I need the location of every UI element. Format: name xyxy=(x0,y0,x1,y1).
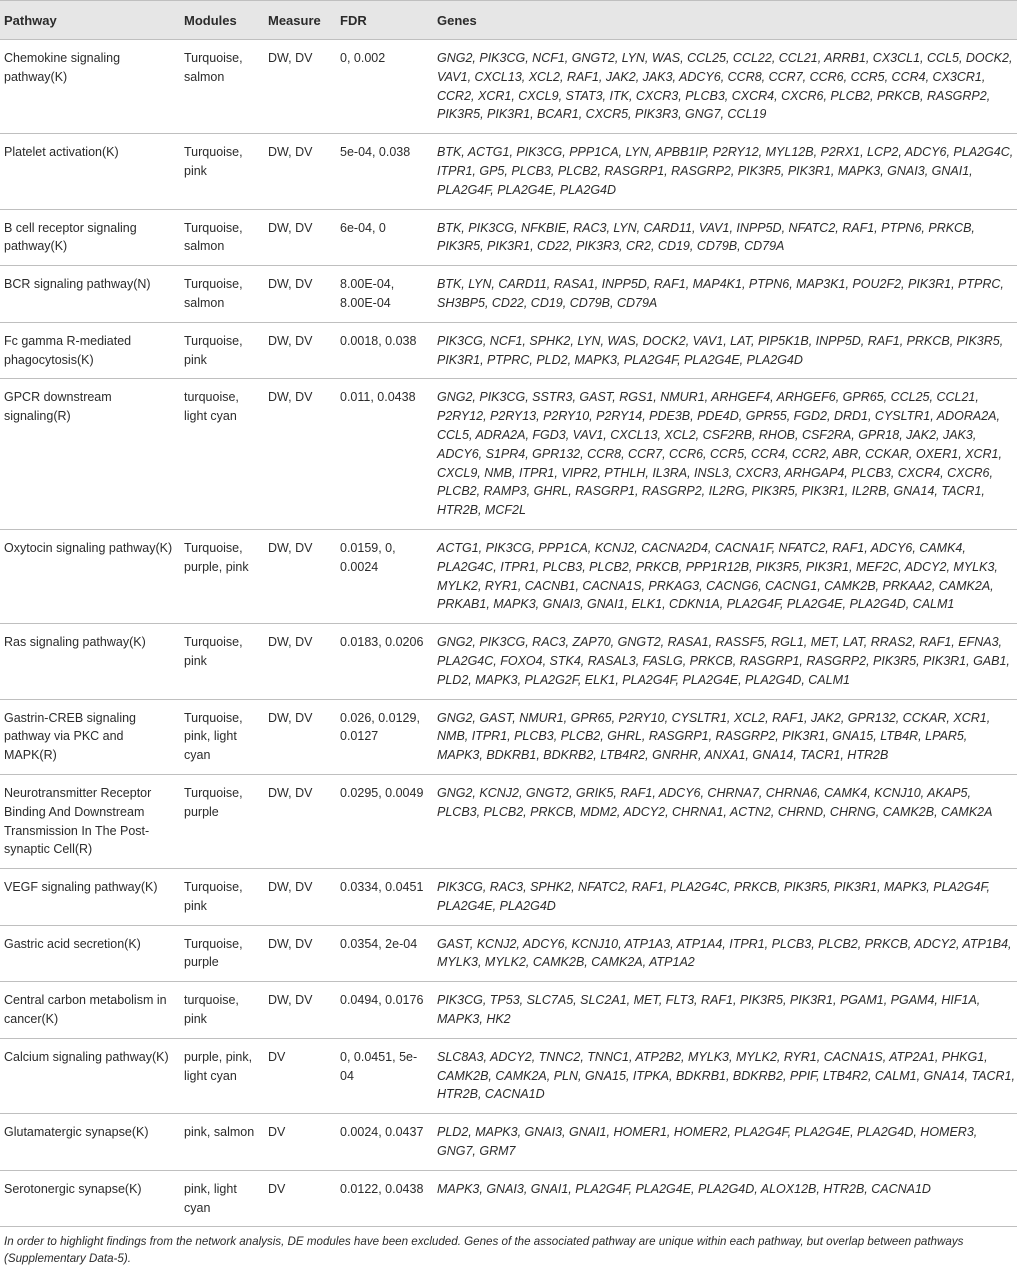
cell-fdr: 0.0018, 0.038 xyxy=(336,322,433,379)
cell-fdr: 0.0494, 0.0176 xyxy=(336,982,433,1039)
cell-genes: GAST, KCNJ2, ADCY6, KCNJ10, ATP1A3, ATP1A4, ITPR1, PLCB3, PLCB2, PRKCB, ADCY2, ATP1B4, MYLK3, MYLK2, CAMK2B, CAMK2A, ATP1A2 xyxy=(433,925,1017,982)
cell-modules: Turquoise, purple xyxy=(180,925,264,982)
cell-genes: MAPK3, GNAI3, GNAI1, PLA2G4F, PLA2G4E, PLA2G4D, ALOX12B, HTR2B, CACNA1D xyxy=(433,1170,1017,1227)
cell-genes: BTK, LYN, CARD11, RASA1, INPP5D, RAF1, MAP4K1, PTPN6, MAP3K1, POU2F2, PIK3R1, PTPRC, SH3BP5, CD22, CD19, CD79B, CD79A xyxy=(433,266,1017,323)
cell-fdr: 0, 0.0451, 5e-04 xyxy=(336,1038,433,1113)
cell-measure: DW, DV xyxy=(264,699,336,774)
cell-fdr: 0.0295, 0.0049 xyxy=(336,774,433,868)
cell-measure: DW, DV xyxy=(264,134,336,209)
table-row xyxy=(0,322,1017,379)
cell-modules: Turquoise, pink xyxy=(180,322,264,379)
cell-modules: purple, pink, light cyan xyxy=(180,1038,264,1113)
header-measure: Measure xyxy=(264,1,336,40)
cell-modules: Turquoise, purple, pink xyxy=(180,529,264,623)
cell-genes: PLD2, MAPK3, GNAI3, GNAI1, HOMER1, HOMER2, PLA2G4F, PLA2G4E, PLA2G4D, HOMER3, GNG7, GRM7 xyxy=(433,1114,1017,1171)
cell-pathway: Fc gamma R-mediated phagocytosis(K) xyxy=(0,322,180,379)
cell-genes: SLC8A3, ADCY2, TNNC2, TNNC1, ATP2B2, MYLK3, MYLK2, RYR1, CACNA1S, ATP2A1, PHKG1, CAMK2B, CAMK2A, PLN, GNA15, ITPKA, BDKRB1, BDKRB2, PPIF, LTB4R2, CALM1, GNA14, TACR1, HTR2B, CACNA1D xyxy=(433,1038,1017,1113)
cell-fdr: 0.0183, 0.0206 xyxy=(336,624,433,699)
cell-fdr: 6e-04, 0 xyxy=(336,209,433,266)
table-row xyxy=(0,529,1017,623)
cell-genes: GNG2, PIK3CG, NCF1, GNGT2, LYN, WAS, CCL25, CCL22, CCL21, ARRB1, CX3CL1, CCL5, DOCK2, VAV1, CXCL13, XCL2, RAF1, JAK2, JAK3, ADCY6, CCR8, CCR7, CCR6, CCR5, CCR4, CX3CR1, CCR2, XCR1, CXCL9, STAT3, ITK, CXCR3, PLCB3, CXCR4, CXCR6, PLCB2, PRKCB, RASGRP2, PIK3R5, PIK3R1, BCAR1, CXCR5, PIK3R3, GNG7, CCL19 xyxy=(433,40,1017,134)
cell-fdr: 0.0334, 0.0451 xyxy=(336,869,433,926)
cell-pathway: Oxytocin signaling pathway(K) xyxy=(0,529,180,623)
cell-measure: DW, DV xyxy=(264,40,336,134)
header-genes: Genes xyxy=(433,1,1017,40)
cell-fdr: 0.0159, 0, 0.0024 xyxy=(336,529,433,623)
cell-fdr: 0.026, 0.0129, 0.0127 xyxy=(336,699,433,774)
cell-measure: DW, DV xyxy=(264,266,336,323)
cell-pathway: Central carbon metabolism in cancer(K) xyxy=(0,982,180,1039)
cell-pathway: Chemokine signaling pathway(K) xyxy=(0,40,180,134)
table-row xyxy=(0,869,1017,926)
header-modules: Modules xyxy=(180,1,264,40)
cell-pathway: Gastric acid secretion(K) xyxy=(0,925,180,982)
cell-pathway: Ras signaling pathway(K) xyxy=(0,624,180,699)
cell-measure: DW, DV xyxy=(264,774,336,868)
cell-modules: turquoise, light cyan xyxy=(180,379,264,530)
cell-fdr: 5e-04, 0.038 xyxy=(336,134,433,209)
table-row xyxy=(0,624,1017,699)
cell-pathway: B cell receptor signaling pathway(K) xyxy=(0,209,180,266)
cell-modules: Turquoise, pink xyxy=(180,134,264,209)
cell-measure: DW, DV xyxy=(264,982,336,1039)
cell-fdr: 0.0024, 0.0437 xyxy=(336,1114,433,1171)
table-row xyxy=(0,1114,1017,1171)
table-row xyxy=(0,1170,1017,1227)
cell-genes: GNG2, KCNJ2, GNGT2, GRIK5, RAF1, ADCY6, CHRNA7, CHRNA6, CAMK4, KCNJ10, AKAP5, PLCB3, PLCB2, PRKCB, MDM2, ADCY2, CHRNA1, ACTN2, CHRND, CHRNG, CAMK2B, CAMK2A xyxy=(433,774,1017,868)
cell-pathway: Gastrin-CREB signaling pathway via PKC and MAPK(R) xyxy=(0,699,180,774)
cell-measure: DW, DV xyxy=(264,624,336,699)
cell-modules: Turquoise, salmon xyxy=(180,40,264,134)
cell-pathway: GPCR downstream signaling(R) xyxy=(0,379,180,530)
cell-measure: DW, DV xyxy=(264,869,336,926)
cell-genes: GNG2, PIK3CG, SSTR3, GAST, RGS1, NMUR1, ARHGEF4, ARHGEF6, GPR65, CCL25, CCL21, P2RY12, P2RY13, P2RY10, P2RY14, PDE3B, PDE4D, GPR55, FGD2, DRD1, CYSLTR1, ADORA2A, CCL5, ADRA2A, FGD3, VAV1, CXCL13, XCL2, CSF2RB, RHOB, CSF2RA, GPR18, JAK2, JAK3, ADCY6, S1PR4, GPR132, CCR8, CCR7, CCR6, CCR5, CCR4, CCR2, ABR, CCKAR, OXER1, XCR1, CXCL9, NMB, ITPR1, VIPR2, PTHLH, IL3RA, INSL3, CXCR3, ARHGAP4, PLCB3, CXCR4, CXCR6, PLCB2, RAMP3, GHRL, RASGRP1, RASGRP2, IL2RG, PIK3R5, PIK3R1, IL2RB, GNA14, TACR1, HTR2B, MCF2L xyxy=(433,379,1017,530)
header-pathway: Pathway xyxy=(0,1,180,40)
cell-pathway: VEGF signaling pathway(K) xyxy=(0,869,180,926)
cell-modules: pink, salmon xyxy=(180,1114,264,1171)
cell-fdr: 8.00E-04, 8.00E-04 xyxy=(336,266,433,323)
cell-genes: PIK3CG, NCF1, SPHK2, LYN, WAS, DOCK2, VAV1, LAT, PIP5K1B, INPP5D, RAF1, PRKCB, PIK3R5, PIK3R1, PTPRC, PLD2, MAPK3, PLA2G4F, PLA2G4E, PLA2G4D xyxy=(433,322,1017,379)
cell-modules: Turquoise, pink, light cyan xyxy=(180,699,264,774)
table-row xyxy=(0,134,1017,209)
table-row xyxy=(0,379,1017,530)
cell-modules: Turquoise, salmon xyxy=(180,209,264,266)
cell-pathway: Glutamatergic synapse(K) xyxy=(0,1114,180,1171)
cell-modules: pink, light cyan xyxy=(180,1170,264,1227)
cell-measure: DW, DV xyxy=(264,379,336,530)
table-row xyxy=(0,982,1017,1039)
cell-genes: BTK, PIK3CG, NFKBIE, RAC3, LYN, CARD11, VAV1, INPP5D, NFATC2, RAF1, PTPN6, PRKCB, PIK3R5, PIK3R1, CD22, PIK3R3, CR2, CD19, CD79B, CD79A xyxy=(433,209,1017,266)
header-row xyxy=(0,1,1017,40)
table-row xyxy=(0,40,1017,134)
table-body xyxy=(0,40,1017,1227)
table-row xyxy=(0,266,1017,323)
cell-measure: DW, DV xyxy=(264,322,336,379)
cell-pathway: Calcium signaling pathway(K) xyxy=(0,1038,180,1113)
table-row xyxy=(0,774,1017,868)
cell-pathway: Serotonergic synapse(K) xyxy=(0,1170,180,1227)
cell-fdr: 0.011, 0.0438 xyxy=(336,379,433,530)
cell-measure: DV xyxy=(264,1170,336,1227)
cell-modules: Turquoise, pink xyxy=(180,869,264,926)
table-row xyxy=(0,1038,1017,1113)
cell-fdr: 0, 0.002 xyxy=(336,40,433,134)
cell-genes: GNG2, PIK3CG, RAC3, ZAP70, GNGT2, RASA1, RASSF5, RGL1, MET, LAT, RRAS2, RAF1, EFNA3, PLA2G4C, FOXO4, STK4, RASAL3, FASLG, PRKCB, RASGRP1, RASGRP2, PIK3R5, PIK3R1, GAB1, PLD2, MAPK3, PLA2G2F, ELK1, PLA2G4F, PLA2G4E, PLA2G4D, CALM1 xyxy=(433,624,1017,699)
cell-measure: DW, DV xyxy=(264,209,336,266)
table-row xyxy=(0,699,1017,774)
cell-pathway: Platelet activation(K) xyxy=(0,134,180,209)
cell-pathway: BCR signaling pathway(N) xyxy=(0,266,180,323)
cell-measure: DW, DV xyxy=(264,529,336,623)
table-row xyxy=(0,925,1017,982)
cell-genes: PIK3CG, RAC3, SPHK2, NFATC2, RAF1, PLA2G4C, PRKCB, PIK3R5, PIK3R1, MAPK3, PLA2G4F, PLA2G4E, PLA2G4D xyxy=(433,869,1017,926)
header-fdr: FDR xyxy=(336,1,433,40)
cell-modules: Turquoise, salmon xyxy=(180,266,264,323)
cell-measure: DV xyxy=(264,1114,336,1171)
cell-genes: PIK3CG, TP53, SLC7A5, SLC2A1, MET, FLT3, RAF1, PIK3R5, PIK3R1, PGAM1, PGAM4, HIF1A, MAPK3, HK2 xyxy=(433,982,1017,1039)
cell-modules: Turquoise, purple xyxy=(180,774,264,868)
cell-modules: turquoise, pink xyxy=(180,982,264,1039)
table-row xyxy=(0,209,1017,266)
cell-genes: BTK, ACTG1, PIK3CG, PPP1CA, LYN, APBB1IP, P2RY12, MYL12B, P2RX1, LCP2, ADCY6, PLA2G4C, ITPR1, GP5, PLCB3, PLCB2, RASGRP1, RASGRP2, PIK3R5, PIK3R1, MAPK3, GNAI3, GNAI1, PLA2G4F, PLA2G4E, PLA2G4D xyxy=(433,134,1017,209)
cell-modules: Turquoise, pink xyxy=(180,624,264,699)
cell-pathway: Neurotransmitter Receptor Binding And Downstream Transmission In The Post-synaptic Cell(R) xyxy=(0,774,180,868)
cell-genes: ACTG1, PIK3CG, PPP1CA, KCNJ2, CACNA2D4, CACNA1F, NFATC2, RAF1, ADCY6, CAMK4, PLA2G4C, ITPR1, PLCB3, PLCB2, PRKCB, PPP1R12B, PIK3R5, PIK3R1, MEF2C, ADCY2, MYLK3, MYLK2, RYR1, CACNB1, CACNA1S, PRKAG3, CACNG6, CACNG1, CAMK2B, PRKAA2, CAMK2A, PRKAB1, MAPK3, GNAI3, GNAI1, ELK1, CDKN1A, PLA2G4F, PLA2G4E, PLA2G4D, CALM1 xyxy=(433,529,1017,623)
cell-measure: DW, DV xyxy=(264,925,336,982)
cell-fdr: 0.0122, 0.0438 xyxy=(336,1170,433,1227)
table-footnote: In order to highlight findings from the network analysis, DE modules have been excluded. Genes of the associated pathway are unique within each pathway, but overlap between pathways (Supplementary Data-5). xyxy=(4,1235,964,1266)
cell-fdr: 0.0354, 2e-04 xyxy=(336,925,433,982)
cell-genes: GNG2, GAST, NMUR1, GPR65, P2RY10, CYSLTR1, XCL2, RAF1, JAK2, GPR132, CCKAR, XCR1, NMB, ITPR1, PLCB3, PLCB2, GHRL, RASGRP1, RASGRP2, PIK3R1, GNA15, LTB4R, LPAR5, MAPK3, BDKRB1, BDKRB2, LTB4R2, GNRHR, ANXA1, GNA14, TACR1, HTR2B xyxy=(433,699,1017,774)
cell-measure: DV xyxy=(264,1038,336,1113)
